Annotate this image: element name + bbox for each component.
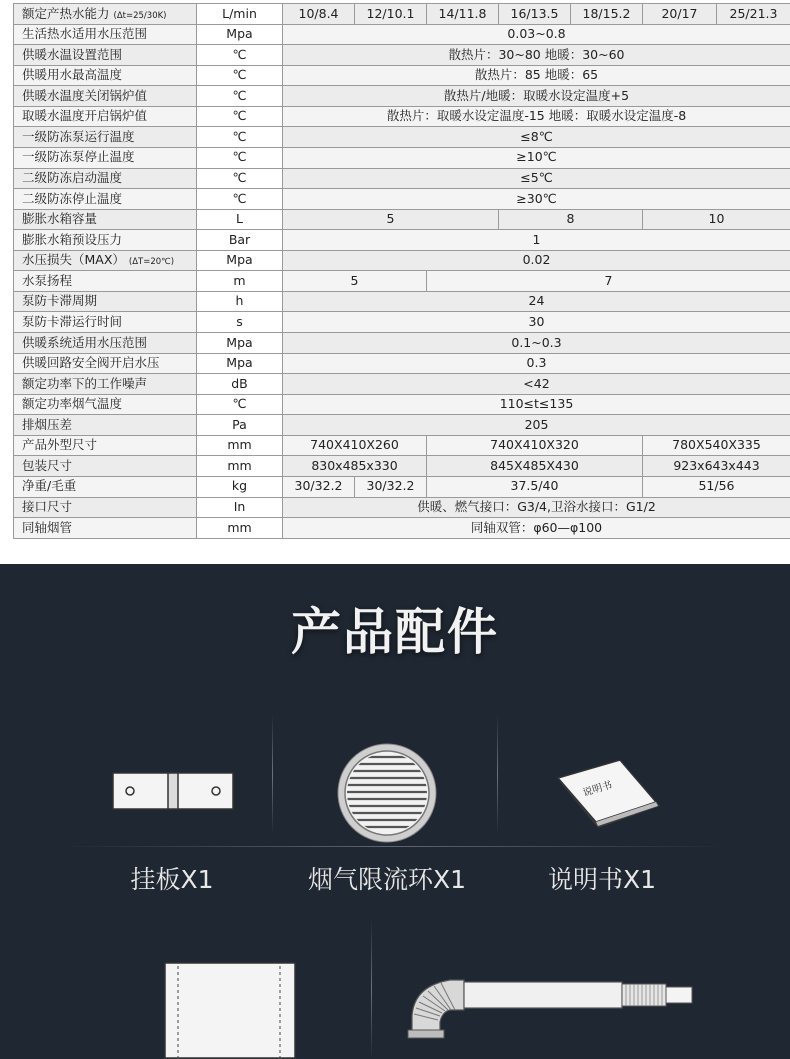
spec-label: [14, 106, 197, 127]
spec-label: [14, 333, 197, 354]
spec-unit: L: [197, 209, 283, 230]
spec-label-text: 二级防冻停止温度: [22, 190, 123, 206]
spec-value: ≤8℃: [283, 127, 790, 148]
spec-value: 24: [283, 291, 790, 312]
spec-label: [14, 353, 197, 374]
table-row: [14, 45, 790, 66]
spec-label-text: 泵防卡滞周期: [22, 293, 98, 309]
spec-label-text: 净重/毛重: [22, 478, 77, 494]
divider-line: [497, 714, 498, 834]
spec-label-text: 水泵扬程: [22, 272, 73, 288]
spec-table: [13, 3, 790, 539]
spec-label: [14, 497, 197, 518]
spec-unit: kg: [197, 476, 283, 497]
spec-label-text: 供暖用水最高温度: [22, 67, 123, 83]
spec-unit: h: [197, 291, 283, 312]
spec-unit: mm: [197, 518, 283, 539]
table-row: [14, 127, 790, 148]
table-row: [14, 189, 790, 210]
table-row: [14, 106, 790, 127]
spec-label-text: 一级防冻泵运行温度: [22, 128, 135, 144]
spec-label-text: 供暖水温设置范围: [22, 46, 123, 62]
spec-label: [14, 189, 197, 210]
divider-line: [371, 919, 372, 1059]
table-row: [14, 250, 790, 271]
spec-label: [14, 435, 197, 456]
spec-value: 30/32.2: [355, 476, 427, 497]
mounting-plate-icon: [112, 772, 234, 810]
spec-label-text: 额定功率下的工作噪声: [22, 375, 148, 391]
table-row: [14, 291, 790, 312]
spec-label-text: 接口尺寸: [22, 499, 73, 515]
spec-value: 30/32.2: [283, 476, 355, 497]
spec-value: 16/13.5: [499, 4, 571, 25]
spec-value: 14/11.8: [427, 4, 499, 25]
spec-unit: dB: [197, 374, 283, 395]
spec-value: ≥10℃: [283, 147, 790, 168]
spec-value: 740X410X260: [283, 435, 427, 456]
spec-value: 5: [283, 271, 427, 292]
manual-book-icon: [556, 760, 664, 832]
table-row: [14, 65, 790, 86]
spec-value: 供暖、燃气接口：G3/4,卫浴水接口：G1/2: [283, 497, 790, 518]
table-row: [14, 86, 790, 107]
flue-ring-icon: [336, 742, 438, 844]
spec-label-text: 供暖水温度关闭锅炉值: [22, 87, 148, 103]
spec-label: [14, 45, 197, 66]
spec-label-text: 额定功率烟气温度: [22, 396, 123, 412]
spec-value: 1: [283, 230, 790, 251]
divider-line: [60, 846, 730, 847]
table-row: [14, 24, 790, 45]
spec-value: 0.02: [283, 250, 790, 271]
table-row: [14, 476, 790, 497]
table-row: [14, 353, 790, 374]
spec-value: 205: [283, 415, 790, 436]
spec-unit: mm: [197, 435, 283, 456]
spec-label-text: 排烟压差: [22, 416, 73, 432]
spec-label: [14, 374, 197, 395]
table-row: [14, 209, 790, 230]
table-row: [14, 312, 790, 333]
spec-label: [14, 291, 197, 312]
spec-value: 30: [283, 312, 790, 333]
spec-unit: Mpa: [197, 353, 283, 374]
manual-cover-text: 说明书: [581, 779, 614, 800]
accessories-section: [0, 564, 790, 1059]
spec-value: ≤5℃: [283, 168, 790, 189]
spec-unit: s: [197, 312, 283, 333]
table-row: [14, 147, 790, 168]
accessories-title: 产品配件: [291, 602, 499, 661]
table-row: [14, 4, 790, 25]
spec-label: [14, 456, 197, 477]
spec-value: 10/8.4: [283, 4, 355, 25]
spec-label-text: 同轴烟管: [22, 519, 73, 535]
spec-unit: ℃: [197, 189, 283, 210]
spec-label-text: 供暖回路安全阀开启水压: [22, 355, 160, 371]
spec-label: [14, 312, 197, 333]
spec-unit: Pa: [197, 415, 283, 436]
spec-value: 110≤t≤135: [283, 394, 790, 415]
spec-value: 散热片/地暖：取暖水设定温度+5: [283, 86, 790, 107]
spec-label: [14, 65, 197, 86]
table-row: [14, 271, 790, 292]
spec-value: 51/56: [643, 476, 790, 497]
spec-label: [14, 209, 197, 230]
spec-label: [14, 271, 197, 292]
item-label-flue-ring: 烟气限流环X1: [307, 865, 467, 894]
coaxial-flue-pipe-icon: [402, 966, 702, 1040]
spec-label-text: 膨胀水箱容量: [22, 211, 98, 227]
spec-label-text: 额定产热水能力: [22, 5, 110, 21]
spec-value: ≥30℃: [283, 189, 790, 210]
spec-label: [14, 147, 197, 168]
spec-label: [14, 518, 197, 539]
spec-value: 923x643x443: [643, 456, 790, 477]
spec-unit: ℃: [197, 65, 283, 86]
spec-unit: Mpa: [197, 333, 283, 354]
table-row: [14, 435, 790, 456]
table-row: [14, 333, 790, 354]
spec-value: 散热片：30~80 地暖：30~60: [283, 45, 790, 66]
spec-label-note: (ΔT=20℃): [128, 257, 175, 268]
spec-value: 12/10.1: [355, 4, 427, 25]
item-label-mounting-plate: 挂板X1: [130, 865, 214, 894]
spec-value: 780X540X335: [643, 435, 790, 456]
spec-value: 8: [499, 209, 643, 230]
table-row: [14, 456, 790, 477]
spec-unit: ℃: [197, 106, 283, 127]
spec-value: 7: [427, 271, 790, 292]
spec-unit: L/min: [197, 4, 283, 25]
item-label-manual: 说明书X1: [547, 865, 657, 894]
spec-unit: m: [197, 271, 283, 292]
spec-label: [14, 24, 197, 45]
spec-label-text: 包装尺寸: [22, 457, 73, 473]
spec-label: [14, 476, 197, 497]
spec-label: [14, 230, 197, 251]
spec-label-text: 泵防卡滞运行时间: [22, 313, 123, 329]
spec-label: [14, 415, 197, 436]
table-row: [14, 230, 790, 251]
spec-unit: ℃: [197, 147, 283, 168]
spec-value: 0.3: [283, 353, 790, 374]
spec-unit: Bar: [197, 230, 283, 251]
spec-label-text: 生活热水适用水压范围: [22, 26, 148, 42]
spec-unit: ℃: [197, 86, 283, 107]
spec-label-note: (Δt=25/30K): [113, 10, 167, 21]
table-row: [14, 394, 790, 415]
table-row: [14, 415, 790, 436]
spec-unit: ℃: [197, 127, 283, 148]
spec-value: 散热片：85 地暖：65: [283, 65, 790, 86]
table-row: [14, 168, 790, 189]
spec-unit: ℃: [197, 45, 283, 66]
spec-label: [14, 86, 197, 107]
spec-label-text: 膨胀水箱预设压力: [22, 231, 123, 247]
spec-value: 10: [643, 209, 790, 230]
template-sheet-icon: [164, 962, 296, 1059]
spec-label-text: 水压损失（MAX）: [22, 252, 125, 268]
spec-label-text: 产品外型尺寸: [22, 437, 98, 453]
spec-label: [14, 250, 197, 271]
table-row: [14, 518, 790, 539]
spec-unit: Mpa: [197, 250, 283, 271]
spec-value: 37.5/40: [427, 476, 643, 497]
spec-unit: ℃: [197, 168, 283, 189]
table-row: [14, 497, 790, 518]
spec-unit: ℃: [197, 394, 283, 415]
table-row: [14, 374, 790, 395]
spec-unit: Mpa: [197, 24, 283, 45]
spec-value: 740X410X320: [427, 435, 643, 456]
spec-value: 同轴双管：φ60—φ100: [283, 518, 790, 539]
spec-unit: In: [197, 497, 283, 518]
spec-label: [14, 127, 197, 148]
spec-label-text: 供暖系统适用水压范围: [22, 334, 148, 350]
spec-value: 20/17: [643, 4, 717, 25]
spec-value: 25/21.3: [717, 4, 790, 25]
spec-value: 0.1~0.3: [283, 333, 790, 354]
spec-label-text: 取暖水温度开启锅炉值: [22, 108, 148, 124]
spec-value: 散热片：取暖水设定温度-15 地暖：取暖水设定温度-8: [283, 106, 790, 127]
spec-value: 0.03~0.8: [283, 24, 790, 45]
spec-value: 5: [283, 209, 499, 230]
spec-label-text: 二级防冻启动温度: [22, 170, 123, 186]
spec-label: [14, 4, 197, 25]
spec-value: <42: [283, 374, 790, 395]
spec-value: 830x485x330: [283, 456, 427, 477]
spec-label: [14, 394, 197, 415]
spec-label-text: 一级防冻泵停止温度: [22, 149, 135, 165]
spec-value: 845X485X430: [427, 456, 643, 477]
spec-value: 18/15.2: [571, 4, 643, 25]
divider-line: [272, 714, 273, 834]
spec-unit: mm: [197, 456, 283, 477]
spec-label: [14, 168, 197, 189]
